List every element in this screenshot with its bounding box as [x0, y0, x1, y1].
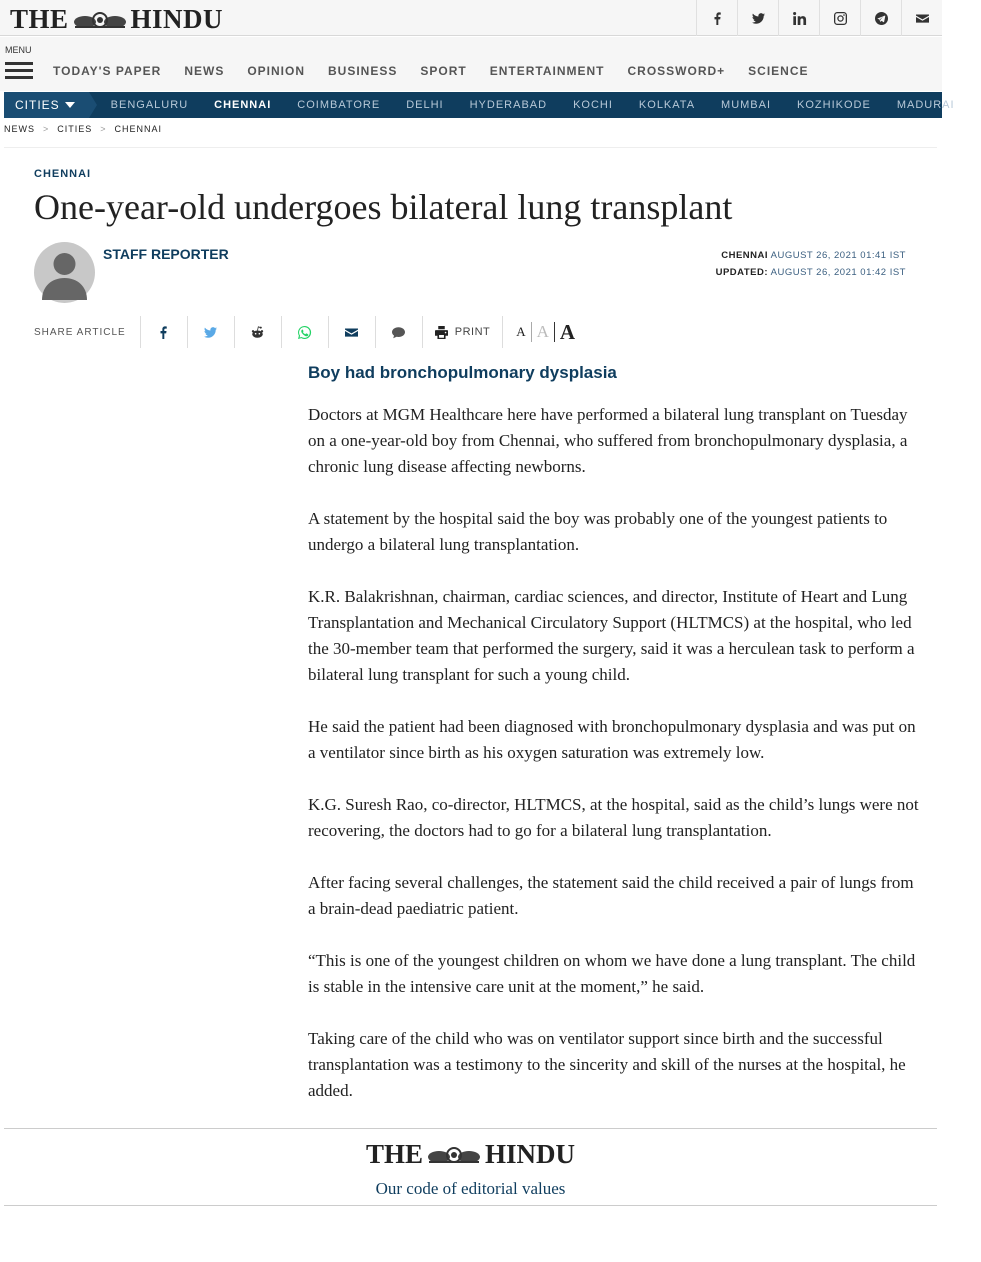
article-paragraph: K.R. Balakrishnan, chairman, cardiac sciences, and director, Institute of Heart and Lung Transplantation and Mechanical Circulatory Support (HLTMCS) at the hospital, who led the 30-member team that performed the surgery, said it was a herculean task to perform a bilateral lung transplant for such a young child.	[308, 587, 915, 684]
facebook-link[interactable]	[696, 0, 737, 36]
social-links	[696, 0, 942, 36]
print-label: PRINT	[454, 326, 491, 338]
page-title: One-year-old undergoes bilateral lung transplant	[34, 187, 733, 227]
breadcrumb-separator: >	[43, 124, 50, 134]
instagram-link[interactable]	[819, 0, 860, 36]
footer	[4, 1128, 937, 1206]
instagram-icon	[834, 12, 847, 25]
city-coimbatore[interactable]: COIMBATORE	[297, 99, 381, 111]
email-icon	[916, 12, 929, 25]
main-navigation-bar	[0, 37, 942, 91]
city-delhi[interactable]: DELHI	[406, 99, 444, 111]
reddit-icon	[251, 326, 264, 339]
cities-dropdown[interactable]	[4, 92, 89, 118]
nav-business[interactable]: BUSINESS	[328, 64, 398, 78]
nav-entertainment[interactable]: ENTERTAINMENT	[489, 64, 605, 78]
article-paragraph: “This is one of the youngest children on whom we have done a lung transplant. The child is stable in the intensive care unit at the moment,” he said.	[308, 951, 916, 996]
footer-logo[interactable]	[4, 1139, 937, 1170]
nav-science[interactable]: SCIENCE	[748, 64, 809, 78]
logo-text-right: HINDU	[130, 4, 224, 34]
city-kochi[interactable]: KOCHI	[573, 99, 613, 111]
font-size-medium-button[interactable]: A	[531, 322, 555, 342]
author-name[interactable]: STAFF REPORTER	[103, 246, 229, 262]
city-list	[111, 99, 981, 111]
updated-label: UPDATED:	[715, 267, 768, 278]
section-label[interactable]: CHENNAI	[34, 168, 92, 180]
email-link[interactable]	[901, 0, 942, 36]
share-reddit-button[interactable]	[234, 316, 281, 348]
menu-label: MENU	[5, 45, 32, 55]
user-icon	[34, 242, 95, 303]
nav-news[interactable]: NEWS	[184, 64, 225, 78]
article-subhead: Boy had bronchopulmonary dysplasia	[308, 363, 617, 382]
city-chennai[interactable]: CHENNAI	[214, 99, 272, 111]
article-body	[308, 402, 920, 1130]
share-bar	[34, 316, 580, 348]
cities-dropdown-label: CITIES	[15, 98, 60, 112]
nav-crossword[interactable]: CROSSWORD+	[627, 64, 726, 78]
published-time: AUGUST 26, 2021 01:41 IST	[770, 250, 906, 261]
breadcrumb-chennai[interactable]: CHENNAI	[114, 124, 163, 134]
comment-icon	[392, 326, 405, 339]
telegram-link[interactable]	[860, 0, 901, 36]
top-bar	[0, 0, 942, 36]
nav-opinion[interactable]: OPINION	[247, 64, 305, 78]
dateline-place: CHENNAI	[721, 250, 768, 261]
facebook-icon	[711, 12, 724, 25]
article-paragraph: K.G. Suresh Rao, co-director, HLTMCS, at the hospital, said as the child’s lungs were not recovering, the doctors had to go for a bilateral lung transplantation.	[308, 795, 919, 840]
dateline	[716, 247, 906, 281]
updated-time: AUGUST 26, 2021 01:42 IST	[770, 267, 906, 278]
article-paragraph: After facing several challenges, the statement said the child received a pair of lungs from a brain-dead paediatric patient.	[308, 873, 914, 918]
footer-logo-text-right: HINDU	[485, 1139, 576, 1169]
share-whatsapp-button[interactable]	[281, 316, 328, 348]
share-twitter-button[interactable]	[187, 316, 234, 348]
city-hyderabad[interactable]: HYDERABAD	[469, 99, 548, 111]
share-label: SHARE ARTICLE	[34, 326, 126, 338]
city-bengaluru[interactable]: BENGALURU	[110, 99, 189, 111]
breadcrumb-news[interactable]: NEWS	[4, 124, 35, 134]
article-card	[4, 147, 937, 1127]
city-kolkata[interactable]: KOLKATA	[638, 99, 696, 111]
whatsapp-icon	[298, 326, 311, 339]
article-paragraph: Doctors at MGM Healthcare here have performed a bilateral lung transplant on Tuesday on a one-year-old boy from Chennai, who suffered from bronchopulmonary dysplasia, a chronic lung disease affecting newborns.	[308, 405, 908, 476]
footer-logo-text-left: THE	[365, 1139, 423, 1169]
email-icon	[345, 326, 358, 339]
facebook-icon	[157, 326, 170, 339]
logo-text-left: THE	[10, 4, 69, 34]
editorial-values-link[interactable]: Our code of editorial values	[375, 1179, 566, 1198]
city-mumbai[interactable]: MUMBAI	[721, 99, 772, 111]
twitter-icon	[204, 326, 217, 339]
article-paragraph: Taking care of the child who was on ventilator support since birth and the successful transplantation was a testimony to the sincerity and skill of the nurses at the hospital, he added.	[308, 1029, 906, 1100]
article-paragraph: A statement by the hospital said the boy was probably one of the youngest patients to undergo a bilateral lung transplantation.	[308, 509, 888, 554]
breadcrumb	[4, 124, 162, 134]
linkedin-link[interactable]	[778, 0, 819, 36]
telegram-icon	[875, 12, 888, 25]
caret-down-icon	[65, 102, 75, 108]
font-size-small-button[interactable]: A	[516, 324, 526, 339]
avatar	[34, 242, 95, 303]
article-paragraph: He said the patient had been diagnosed with bronchopulmonary dysplasia and was put on a ventilator since birth as his oxygen saturation was extremely low.	[308, 717, 916, 762]
share-email-button[interactable]	[328, 316, 375, 348]
site-logo[interactable]	[10, 4, 223, 35]
city-madurai[interactable]: MADURAI	[896, 99, 955, 111]
crest-icon	[71, 10, 129, 30]
linkedin-icon	[793, 12, 806, 25]
twitter-icon	[752, 12, 765, 25]
comments-button[interactable]	[375, 316, 422, 348]
print-icon	[435, 326, 448, 339]
crest-icon	[425, 1145, 483, 1165]
twitter-link[interactable]	[737, 0, 778, 36]
city-kozhikode[interactable]: KOZHIKODE	[797, 99, 871, 111]
print-button[interactable]	[422, 316, 503, 348]
breadcrumb-cities[interactable]: CITIES	[57, 124, 93, 134]
cities-bar	[4, 92, 955, 118]
nav-todays-paper[interactable]: TODAY'S PAPER	[53, 64, 162, 78]
share-facebook-button[interactable]	[140, 316, 187, 348]
breadcrumb-separator: >	[100, 124, 107, 134]
nav-sport[interactable]: SPORT	[420, 64, 467, 78]
main-nav	[53, 64, 832, 78]
font-size-large-button[interactable]: A	[559, 319, 576, 344]
font-size-controls	[502, 316, 580, 348]
hamburger-menu-icon[interactable]	[5, 62, 33, 80]
